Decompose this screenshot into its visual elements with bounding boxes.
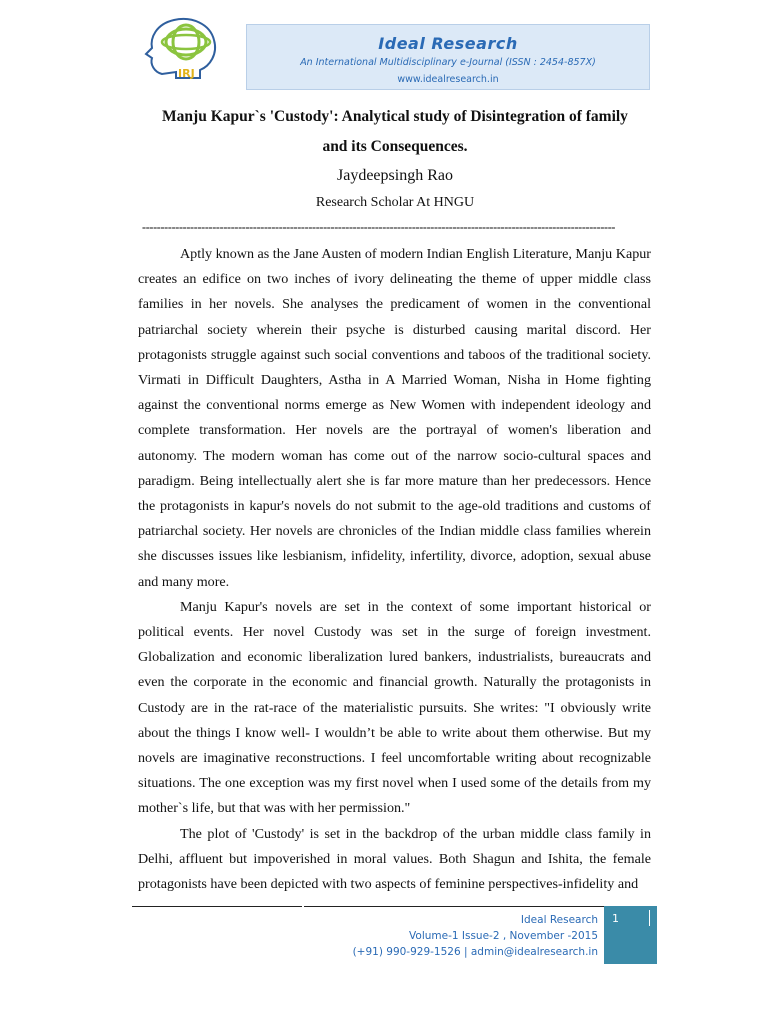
journal-logo — [140, 14, 232, 84]
footer-journal: Ideal Research — [520, 914, 598, 926]
separator-line: -------------------------------------------------------------------------------------------------------------------------------- — [142, 220, 616, 234]
footer-volume: Volume-1 Issue-2 , November -2015 — [409, 930, 598, 942]
logo-text: IRJ — [178, 67, 195, 80]
page-number-box — [604, 906, 657, 964]
footer-contact: (+91) 990-929-1526 | admin@idealresearch.in — [352, 946, 598, 958]
author-affiliation: Research Scholar At HNGU — [315, 195, 475, 210]
author-name: Jaydeepsingh Rao — [337, 167, 453, 184]
footer-rule-right — [304, 906, 604, 907]
paragraph: Manju Kapur's novels are set in the context of some important historical or political events. Her novel Custody was set in the surge of foreign investment. Globalization and economic liberalization lured bankers, industrialists, bureaucrats and even the corporate in the economic and financial growth. Naturally the protagonists in Custody are in the rat-race of the materialistic pursuits. She writes: "I obviously write about the things I know well- I wouldn’t be able to write about them otherwise. But my novels are imaginative reconstructions. I feel uncomfortable writing about recognizable situations. The one exception was my first novel when I used some of the details from my mother`s life, but that was with her permission." — [138, 598, 651, 817]
footer-rule-left — [132, 906, 302, 907]
page-box-divider — [649, 910, 650, 926]
page-footer — [353, 912, 598, 960]
article-body — [138, 242, 651, 897]
journal-url[interactable]: www.idealresearch.in — [397, 74, 499, 85]
article-title-line-1: Manju Kapur`s 'Custody': Analytical study of Disintegration of family — [162, 108, 628, 125]
journal-banner — [246, 24, 650, 90]
article-title-line-2: and its Consequences. — [322, 138, 468, 155]
head-logo-icon — [140, 14, 232, 84]
journal-name: Ideal Research — [378, 34, 518, 53]
journal-subtitle: An International Multidisciplinary e-Journal (ISSN : 2454-857X) — [300, 57, 596, 68]
paragraph: Aptly known as the Jane Austen of modern Indian English Literature, Manju Kapur creates an edifice on two inches of ivory delineating the theme of upper middle class families in her novels. She analyses the predicament of women in the conventional patriarchal society wherein their psyche is disturbed causing marital discord. Her protagonists struggle against such social conventions and taboos of the traditional society. Virmati in Difficult Daughters, Astha in A Married Woman, Nisha in Home fighting against the conventional norms emerge as New Women with independent ideology and complete transformation. Her novels are the portrayal of women's liberation and autonomy. The modern woman has come out of the narrow socio-cultural spaces and paradigm. Being intellectually alert she is far more mature than her predecessors. Hence the protagonists in kapur's novels do not submit to the age-old traditions and customs of patriarchal society. Her novels are chronicles of the Indian middle class families wherein she discusses issues like lesbianism, infidelity, infertility, divorce, adoption, sexual abuse and many more. — [138, 246, 651, 590]
paragraph: The plot of 'Custody' is set in the backdrop of the urban middle class family in Delhi, affluent but impoverished in moral values. Both Shagun and Ishita, the female protagonists have been depicted with two aspects of feminine perspectives-infidelity and — [138, 825, 651, 893]
page-number: 1 — [612, 912, 619, 925]
